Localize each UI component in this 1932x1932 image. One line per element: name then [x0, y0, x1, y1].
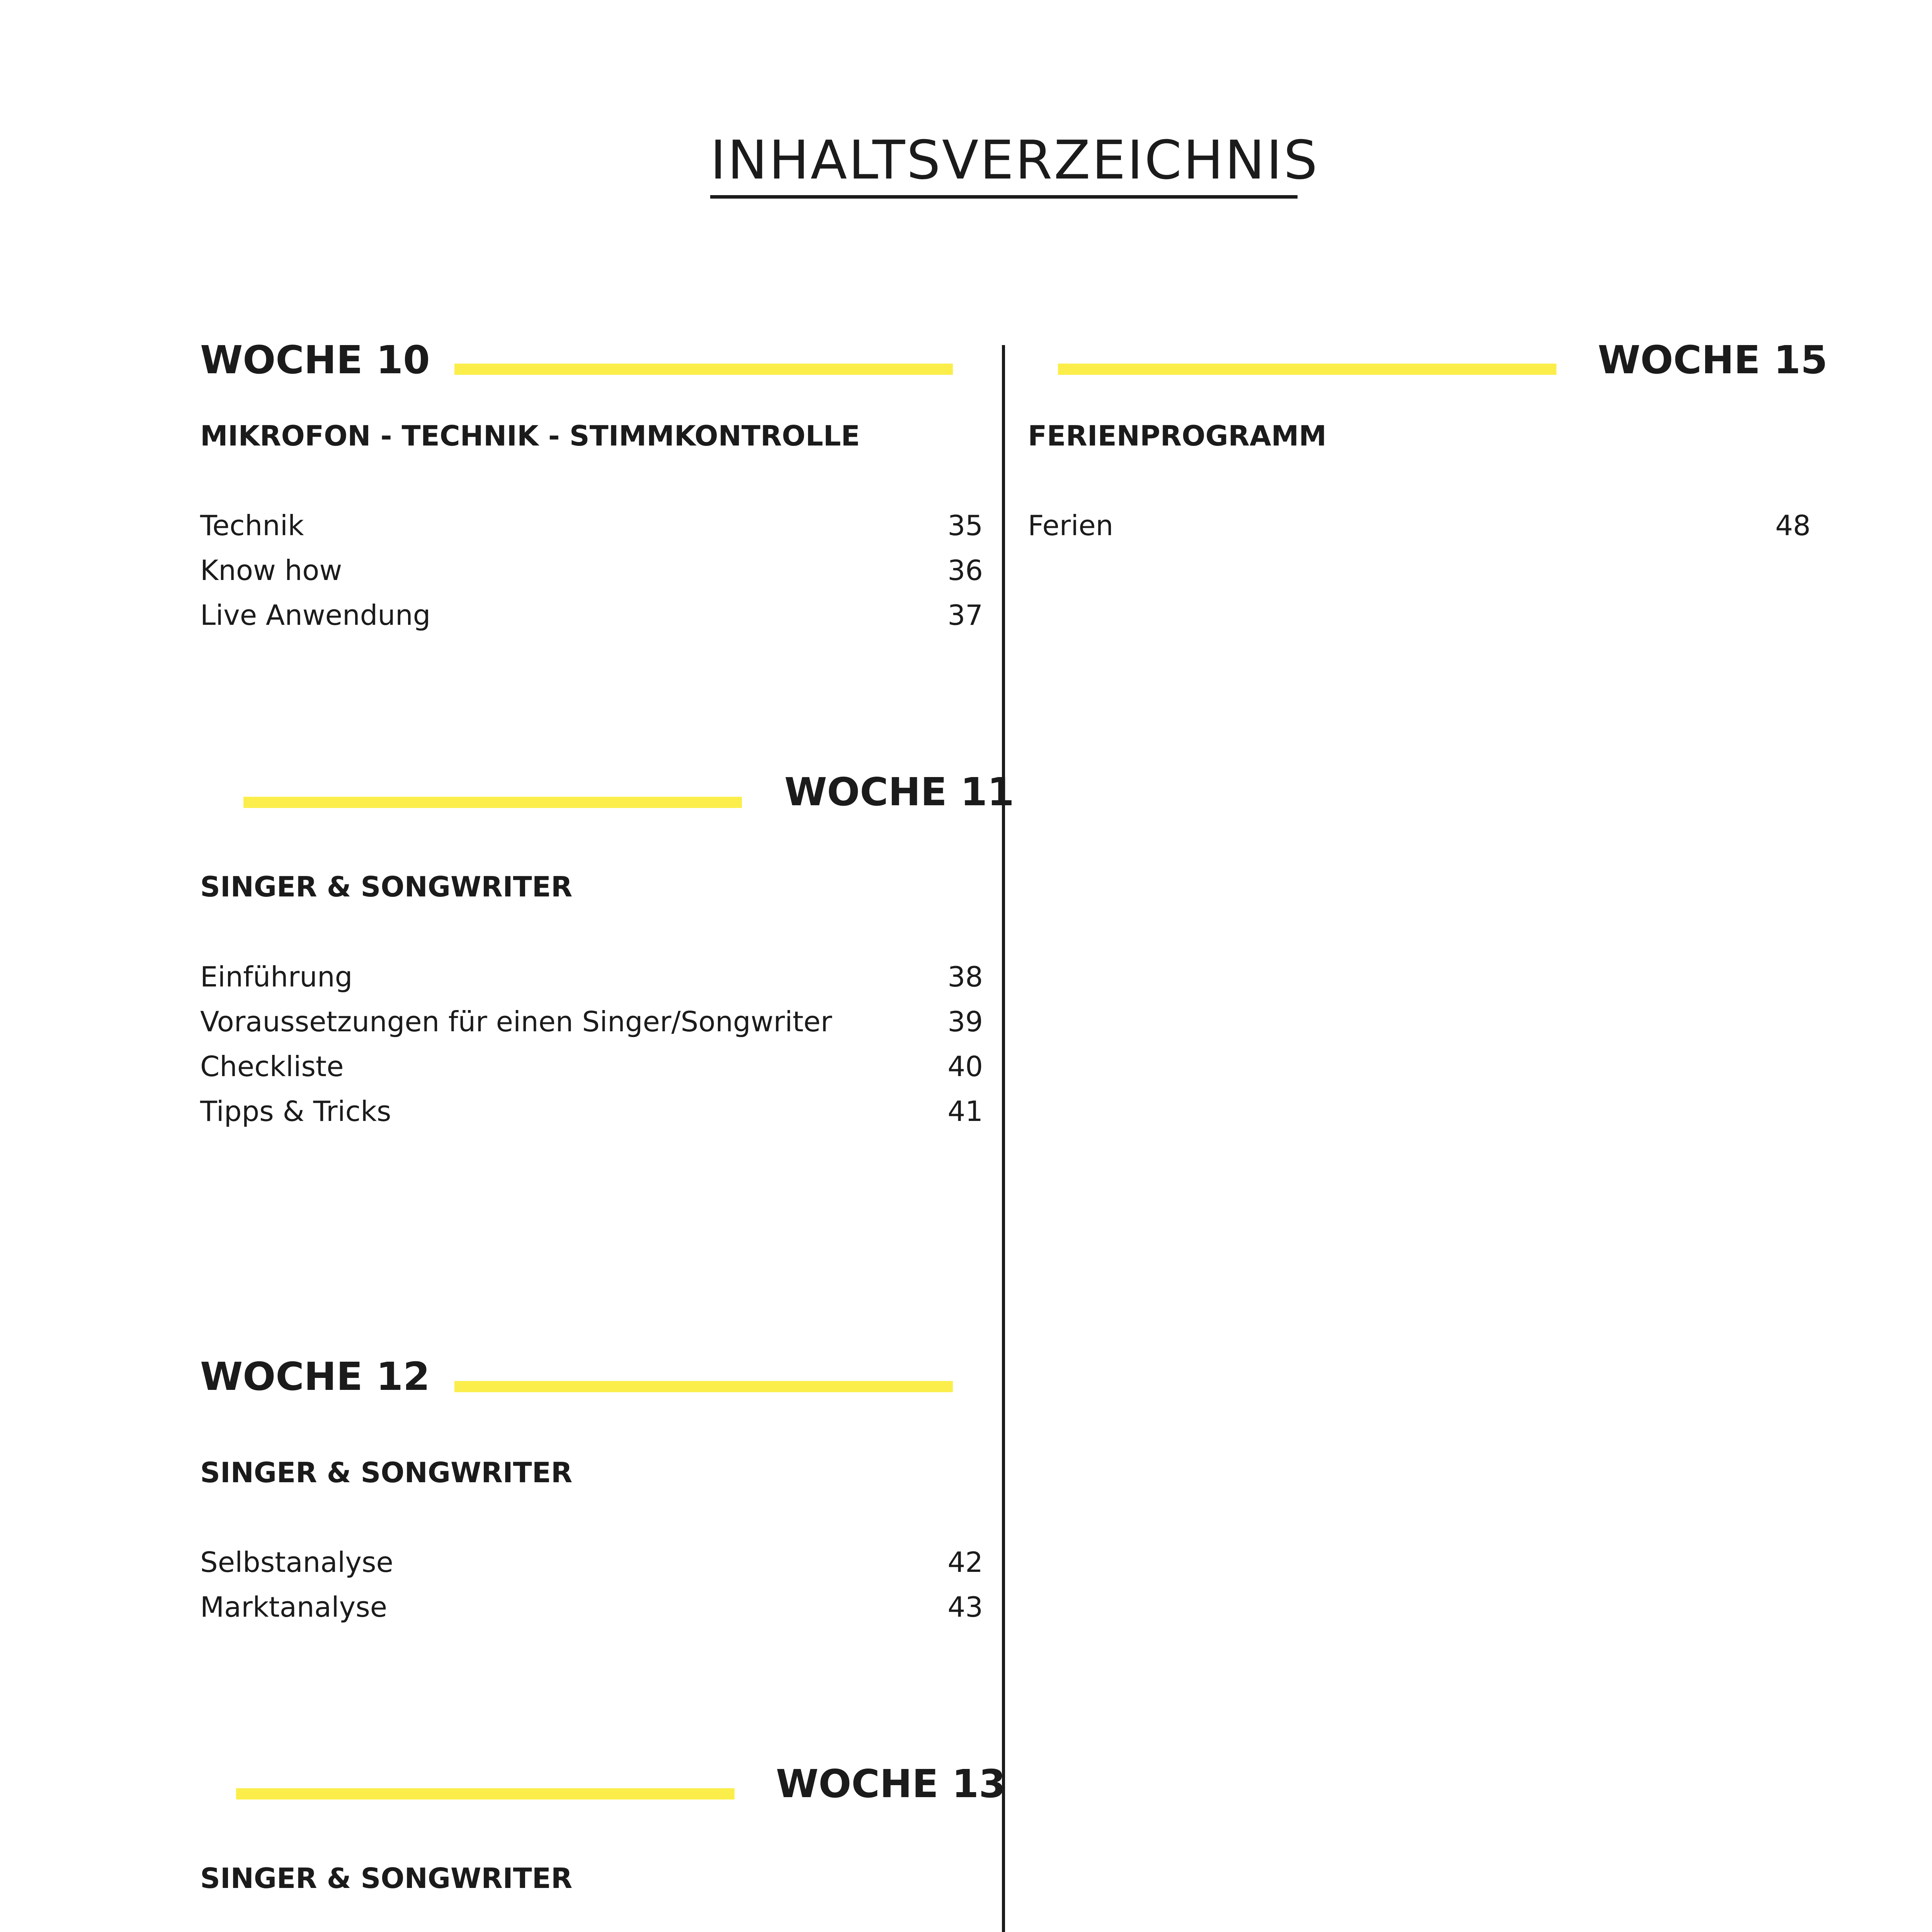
toc-entry-label: Live Anwendung [200, 599, 431, 631]
week-subtitle: SINGER & SONGWRITER [200, 871, 573, 903]
toc-entry-label: Marktanalyse [200, 1591, 388, 1623]
week-title: WOCHE 13 [776, 1761, 1006, 1806]
week-subtitle: MIKROFON - TECHNIK - STIMMKONTROLLE [200, 420, 860, 452]
toc-entry-page: 40 [947, 1050, 983, 1083]
toc-entry-label: Selbstanalyse [200, 1546, 393, 1578]
week-accent-bar [236, 1788, 735, 1799]
toc-entry[interactable] [1028, 503, 1811, 548]
title-underline [710, 195, 1298, 199]
toc-entry-page: 35 [947, 509, 983, 542]
toc-entry-page: 42 [947, 1546, 983, 1578]
week-subtitle: SINGER & SONGWRITER [200, 1862, 573, 1895]
toc-entry-page: 43 [947, 1591, 983, 1623]
toc-entry[interactable] [200, 1585, 983, 1629]
week-title: WOCHE 11 [784, 769, 1014, 815]
toc-entry-label: Einführung [200, 961, 353, 993]
week-title: WOCHE 12 [200, 1354, 430, 1399]
toc-entry[interactable] [200, 999, 983, 1044]
week-subtitle: SINGER & SONGWRITER [200, 1456, 573, 1489]
toc-entry-label: Technik [200, 509, 304, 542]
toc-entry-list [200, 503, 983, 638]
toc-entry[interactable] [200, 1044, 983, 1089]
week-title: WOCHE 15 [1598, 337, 1828, 383]
week-title: WOCHE 10 [200, 337, 430, 383]
toc-entry-label: Know how [200, 554, 342, 587]
column-divider [1002, 345, 1005, 1932]
toc-entry[interactable] [200, 954, 983, 999]
toc-entry-label: Ferien [1028, 509, 1114, 542]
week-accent-bar [454, 364, 953, 375]
toc-entry[interactable] [200, 593, 983, 638]
week-accent-bar [1058, 364, 1556, 375]
toc-entry-page: 48 [1775, 509, 1811, 542]
toc-entry-page: 36 [947, 554, 983, 587]
toc-entry-list [1028, 503, 1811, 548]
toc-entry-page: 37 [947, 599, 983, 631]
toc-entry-page: 38 [947, 961, 983, 993]
toc-entry[interactable] [200, 1089, 983, 1134]
toc-entry-page: 41 [947, 1095, 983, 1128]
toc-entry[interactable] [200, 1540, 983, 1585]
page-title: INHALTSVERZEICHNIS [710, 129, 1319, 191]
toc-entry-list [200, 1540, 983, 1629]
toc-entry-label: Tipps & Tricks [200, 1095, 391, 1128]
toc-entry-label: Voraussetzungen für einen Singer/Songwriter [200, 1005, 832, 1038]
week-accent-bar [454, 1381, 953, 1392]
toc-entry[interactable] [200, 503, 983, 548]
week-accent-bar [243, 797, 742, 808]
toc-entry-list [200, 954, 983, 1134]
toc-entry[interactable] [200, 548, 983, 593]
toc-entry-label: Checkliste [200, 1050, 344, 1083]
week-subtitle: FERIENPROGRAMM [1028, 420, 1327, 452]
toc-entry-page: 39 [947, 1005, 983, 1038]
